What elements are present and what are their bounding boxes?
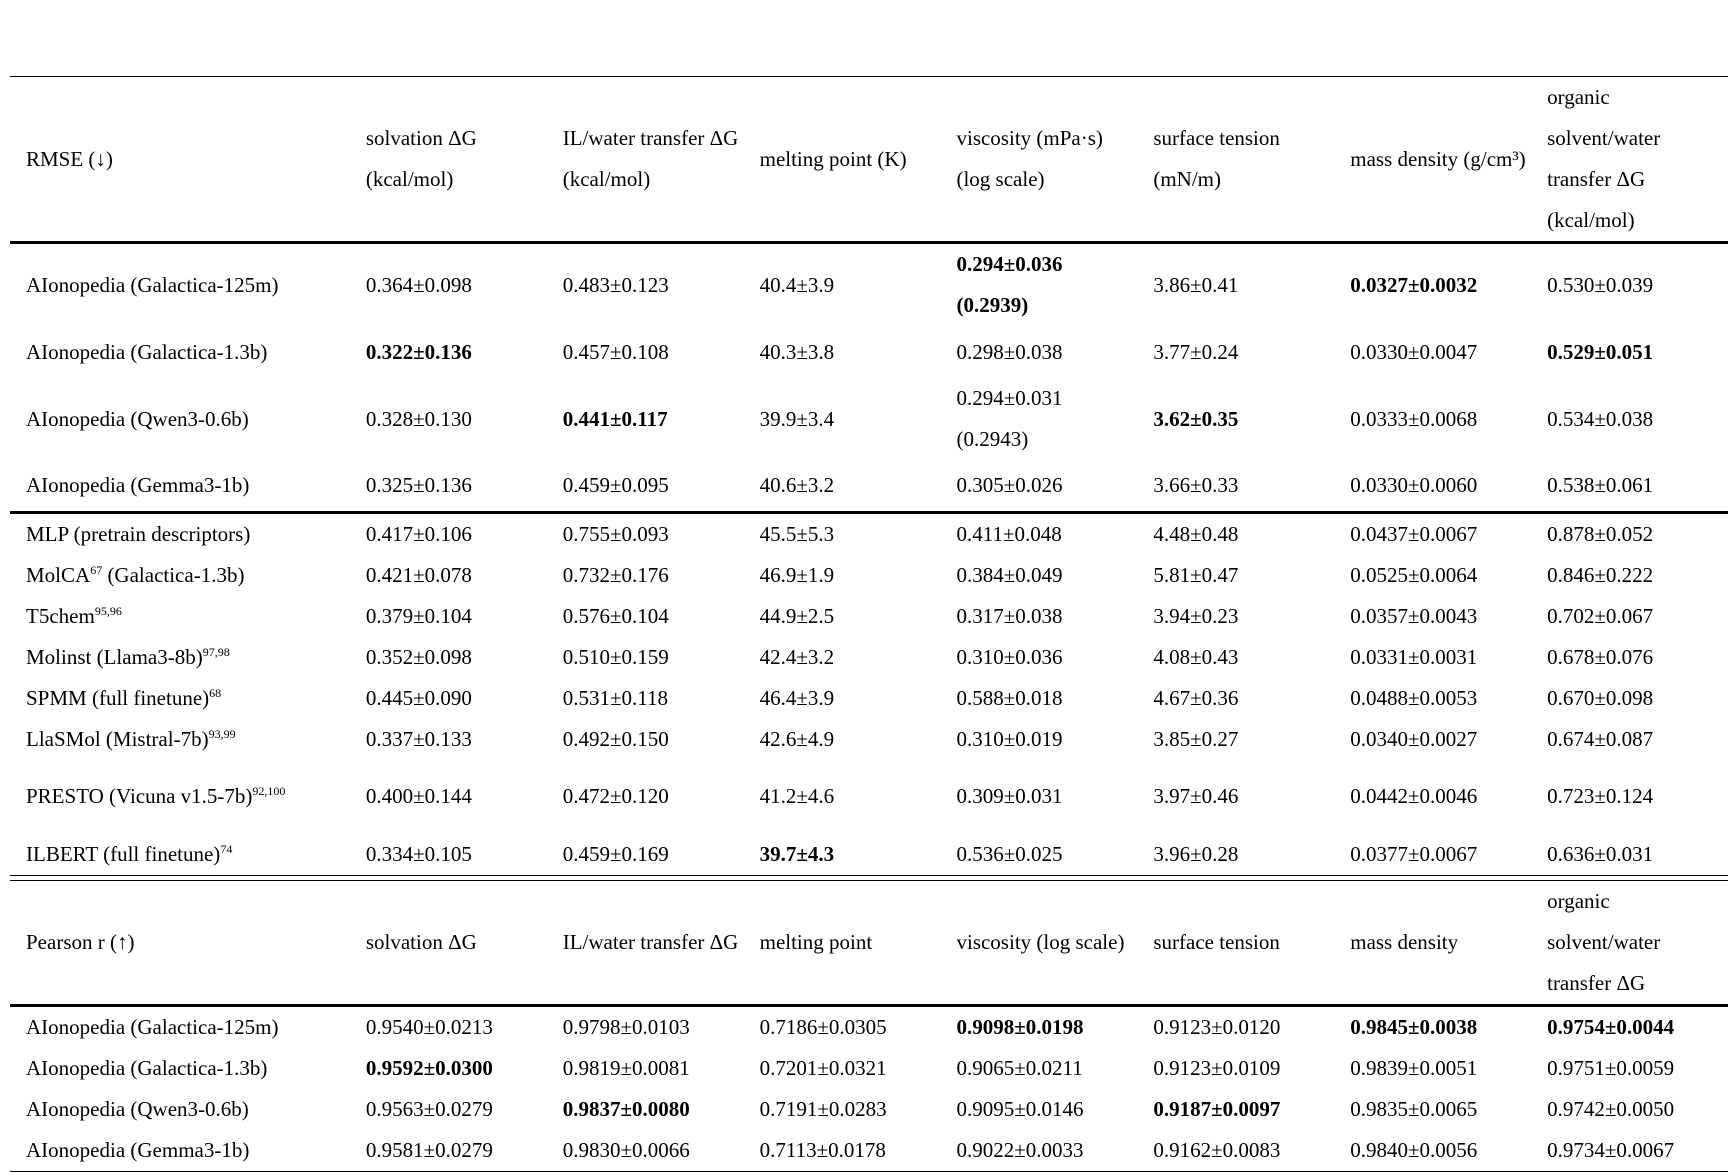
metric-value: 0.755±0.093 <box>547 512 744 555</box>
model-name-text: MolCA <box>26 562 91 587</box>
column-header: organic solvent/water transfer ΔG (kcal/mol) <box>1531 77 1728 243</box>
column-header: surface tension <box>1137 881 1334 1006</box>
metric-value: 0.588±0.018 <box>956 685 1063 710</box>
metric-value: 0.379±0.104 <box>365 603 472 628</box>
metric-value: 0.0437±0.0067 <box>1334 512 1531 555</box>
metric-value: 0.445±0.090 <box>365 685 472 710</box>
metric-value: 3.97±0.46 <box>1153 784 1239 808</box>
metric-value: 0.9840±0.0056 <box>1334 1130 1531 1172</box>
column-header: surface tension (mN/m) <box>1137 77 1334 243</box>
metric-value: 0.7201±0.0321 <box>759 1056 887 1080</box>
metric-value: 3.94±0.23 <box>1153 603 1239 628</box>
citation-superscript: 67 <box>90 562 103 577</box>
metric-value: 0.0333±0.0068 <box>1350 406 1478 431</box>
metric-value: 0.328±0.130 <box>365 406 472 431</box>
column-header: solvation ΔG <box>350 881 547 1006</box>
metric-value: 0.334±0.105 <box>350 834 547 876</box>
model-name-text: T5chem <box>26 603 95 628</box>
metric-value: 4.08±0.43 <box>1153 644 1239 669</box>
table-row <box>10 596 1728 637</box>
metric-value: 0.294±0.036 (0.2939) <box>956 252 1063 317</box>
metric-value: 0.0488±0.0053 <box>1350 685 1478 710</box>
metric-value: 0.7186±0.0305 <box>759 1015 887 1039</box>
metric-value: 0.529±0.051 <box>1547 339 1654 364</box>
table-row <box>10 512 1728 555</box>
model-name <box>10 596 350 637</box>
table-row <box>10 637 1728 678</box>
metric-value: 40.4±3.9 <box>759 272 835 297</box>
model-name <box>10 678 350 719</box>
metric-value: 40.6±3.2 <box>759 472 835 497</box>
metric-value: 0.9754±0.0044 <box>1547 1015 1675 1039</box>
model-name <box>10 555 350 596</box>
column-header: viscosity (mPa·s) (log scale) <box>940 77 1137 243</box>
column-header: mass density <box>1334 881 1531 1006</box>
table-row <box>10 1130 1728 1172</box>
table-row <box>10 378 1728 460</box>
metric-value: 0.0357±0.0043 <box>1350 603 1478 628</box>
metric-value: 3.62±0.35 <box>1153 406 1239 431</box>
metric-value: 45.5±5.3 <box>744 512 941 555</box>
model-name <box>10 637 350 678</box>
metric-value: 0.352±0.098 <box>365 644 472 669</box>
metric-value: 0.7191±0.0283 <box>759 1097 887 1121</box>
metric-value: 0.492±0.150 <box>562 726 669 751</box>
metric-value: 41.2±4.6 <box>759 784 835 808</box>
table-row <box>10 326 1728 378</box>
model-name <box>10 1130 350 1172</box>
metric-value: 0.441±0.117 <box>562 406 668 431</box>
model-name <box>10 719 350 760</box>
citation-superscript: 74 <box>220 841 233 856</box>
pearson-header-row <box>10 881 1728 1006</box>
column-header: mass density (g/cm³) <box>1334 77 1531 243</box>
rmse-metric-label: RMSE (↓) <box>10 77 350 243</box>
metric-value: 0.9839±0.0051 <box>1350 1056 1478 1080</box>
model-name-text: AIonopedia (Galactica-125m) <box>26 1015 279 1039</box>
model-name-text: SPMM (full finetune) <box>26 685 210 710</box>
model-name <box>10 460 350 512</box>
metric-value: 0.576±0.104 <box>562 603 669 628</box>
metric-value: 0.9123±0.0109 <box>1153 1056 1281 1080</box>
metric-value: 0.510±0.159 <box>562 644 669 669</box>
model-name-text: AIonopedia (Qwen3-0.6b) <box>26 406 249 431</box>
model-name <box>10 512 350 555</box>
table-row <box>10 243 1728 327</box>
model-name-text: AIonopedia (Gemma3-1b) <box>26 1138 250 1162</box>
metric-value: 0.309±0.031 <box>956 784 1063 808</box>
model-name-text: AIonopedia (Galactica-1.3b) <box>26 339 268 364</box>
metric-value: 0.459±0.095 <box>562 472 669 497</box>
metric-value: 0.678±0.076 <box>1547 644 1654 669</box>
model-name <box>10 243 350 327</box>
column-header: solvation ΔG (kcal/mol) <box>350 77 547 243</box>
metric-value: 0.317±0.038 <box>956 603 1063 628</box>
citation-superscript: 92,100 <box>252 784 286 798</box>
model-name-text: MLP (pretrain descriptors) <box>26 521 251 546</box>
metric-value: 0.670±0.098 <box>1547 685 1654 710</box>
table-row <box>10 1006 1728 1049</box>
metric-value: 0.0340±0.0027 <box>1350 726 1478 751</box>
metric-value: 0.400±0.144 <box>365 784 472 808</box>
metric-value: 3.96±0.28 <box>1137 834 1334 876</box>
model-name <box>10 1006 350 1049</box>
column-header: IL/water transfer ΔG (kcal/mol) <box>547 77 744 243</box>
metric-value: 0.305±0.026 <box>956 472 1063 497</box>
metric-value: 44.9±2.5 <box>759 603 835 628</box>
metric-value: 0.538±0.061 <box>1547 472 1654 497</box>
metric-value: 0.9563±0.0279 <box>365 1097 493 1121</box>
metric-value: 0.417±0.106 <box>350 512 547 555</box>
metric-value: 0.9798±0.0103 <box>562 1015 690 1039</box>
metric-value: 0.9830±0.0066 <box>547 1130 744 1172</box>
model-name-text: ILBERT (full finetune) <box>26 841 221 866</box>
column-header: IL/water transfer ΔG <box>547 881 744 1006</box>
metric-value: 0.0331±0.0031 <box>1350 644 1478 669</box>
model-name-suffix: (Galactica-1.3b) <box>102 562 245 587</box>
citation-superscript: 68 <box>209 685 222 700</box>
citation-superscript: 93,99 <box>208 726 236 741</box>
metric-value: 0.294±0.031 (0.2943) <box>956 386 1063 451</box>
metric-value: 0.0330±0.0060 <box>1350 472 1478 497</box>
metric-value: 0.384±0.049 <box>956 562 1063 587</box>
metric-value: 0.483±0.123 <box>562 272 669 297</box>
metric-value: 46.4±3.9 <box>759 685 835 710</box>
table-row <box>10 555 1728 596</box>
column-header: viscosity (log scale) <box>940 881 1137 1006</box>
metric-value: 0.732±0.176 <box>562 562 669 587</box>
model-name-text: AIonopedia (Galactica-125m) <box>26 272 279 297</box>
model-name <box>10 834 350 876</box>
rmse-header-row <box>10 77 1728 243</box>
model-name-text: PRESTO (Vicuna v1.5-7b) <box>26 784 253 808</box>
table-row <box>10 719 1728 760</box>
model-name <box>10 1089 350 1130</box>
metric-value: 0.0377±0.0067 <box>1334 834 1531 876</box>
model-name <box>10 326 350 378</box>
metric-value: 0.9187±0.0097 <box>1153 1097 1281 1121</box>
metric-value: 0.878±0.052 <box>1531 512 1728 555</box>
metric-value: 0.531±0.118 <box>562 685 668 710</box>
table-row <box>10 834 1728 876</box>
metric-value: 3.66±0.33 <box>1153 472 1239 497</box>
metric-value: 0.0442±0.0046 <box>1350 784 1478 808</box>
metric-value: 0.459±0.169 <box>547 834 744 876</box>
model-name-text: AIonopedia (Galactica-1.3b) <box>26 1056 268 1080</box>
metric-value: 46.9±1.9 <box>759 562 835 587</box>
metric-value: 0.9540±0.0213 <box>365 1015 493 1039</box>
metric-value: 0.411±0.048 <box>940 512 1137 555</box>
metric-value: 0.536±0.025 <box>940 834 1137 876</box>
column-header: melting point (K) <box>744 77 941 243</box>
metric-value: 0.9162±0.0083 <box>1137 1130 1334 1172</box>
metric-value: 40.3±3.8 <box>759 339 835 364</box>
model-name-text: LlaSMol (Mistral-7b) <box>26 726 209 751</box>
table-row <box>10 1089 1728 1130</box>
metric-value: 0.530±0.039 <box>1547 272 1654 297</box>
metric-value: 42.4±3.2 <box>759 644 835 669</box>
metric-value: 0.310±0.019 <box>956 726 1063 751</box>
metric-value: 0.0330±0.0047 <box>1350 339 1478 364</box>
metric-value: 0.723±0.124 <box>1547 784 1654 808</box>
metric-value: 0.9022±0.0033 <box>940 1130 1137 1172</box>
metric-value: 0.325±0.136 <box>365 472 472 497</box>
metric-value: 0.9837±0.0080 <box>562 1097 690 1121</box>
metric-value: 0.9835±0.0065 <box>1350 1097 1478 1121</box>
metric-value: 0.674±0.087 <box>1547 726 1654 751</box>
metric-value: 39.7±4.3 <box>744 834 941 876</box>
pearson-metric-label: Pearson r (↑) <box>10 881 350 1006</box>
metric-value: 0.9592±0.0300 <box>365 1056 493 1080</box>
metric-value: 0.9742±0.0050 <box>1547 1097 1675 1121</box>
metric-value: 0.337±0.133 <box>365 726 472 751</box>
table-row <box>10 1048 1728 1089</box>
metric-value: 0.9751±0.0059 <box>1547 1056 1675 1080</box>
metric-value: 0.322±0.136 <box>365 339 472 364</box>
metric-value: 39.9±3.4 <box>759 406 835 431</box>
metric-value: 0.9734±0.0067 <box>1531 1130 1728 1172</box>
metric-value: 0.534±0.038 <box>1547 406 1654 431</box>
metric-value: 0.702±0.067 <box>1547 603 1654 628</box>
metric-value: 0.421±0.078 <box>365 562 472 587</box>
table-row <box>10 760 1728 834</box>
model-name <box>10 378 350 460</box>
metric-value: 0.310±0.036 <box>956 644 1063 669</box>
metric-value: 4.48±0.48 <box>1137 512 1334 555</box>
metric-value: 0.0327±0.0032 <box>1350 272 1478 297</box>
citation-superscript: 97,98 <box>202 644 230 659</box>
metric-value: 5.81±0.47 <box>1153 562 1239 587</box>
metric-value: 3.86±0.41 <box>1153 272 1239 297</box>
metric-value: 0.298±0.038 <box>956 339 1063 364</box>
citation-superscript: 95,96 <box>94 603 122 618</box>
metric-value: 4.67±0.36 <box>1153 685 1239 710</box>
metric-value: 3.77±0.24 <box>1153 339 1239 364</box>
metric-value: 0.9845±0.0038 <box>1350 1015 1478 1039</box>
metric-value: 0.9095±0.0146 <box>956 1097 1084 1121</box>
metric-value: 0.9123±0.0120 <box>1153 1015 1281 1039</box>
metric-value: 0.457±0.108 <box>562 339 669 364</box>
rmse-table <box>10 76 1728 876</box>
metric-value: 0.9098±0.0198 <box>956 1015 1084 1039</box>
metric-value: 0.7113±0.0178 <box>744 1130 941 1172</box>
model-name-text: AIonopedia (Qwen3-0.6b) <box>26 1097 249 1121</box>
metric-value: 0.9819±0.0081 <box>562 1056 690 1080</box>
metric-value: 0.472±0.120 <box>562 784 669 808</box>
table-row <box>10 678 1728 719</box>
model-name <box>10 1048 350 1089</box>
metric-value: 0.9065±0.0211 <box>956 1056 1083 1080</box>
model-name-text: Molinst (Llama3-8b) <box>26 644 203 669</box>
metric-value: 42.6±4.9 <box>759 726 835 751</box>
table-row <box>10 460 1728 512</box>
metric-value: 0.364±0.098 <box>365 272 472 297</box>
metric-value: 0.0525±0.0064 <box>1350 562 1478 587</box>
metric-value: 0.846±0.222 <box>1547 562 1654 587</box>
model-name <box>10 760 350 834</box>
column-header: organic solvent/water transfer ΔG <box>1531 881 1728 1006</box>
metric-value: 0.9581±0.0279 <box>350 1130 547 1172</box>
metric-value: 0.636±0.031 <box>1531 834 1728 876</box>
metric-value: 3.85±0.27 <box>1153 726 1239 751</box>
column-header: melting point <box>744 881 941 1006</box>
model-name-text: AIonopedia (Gemma3-1b) <box>26 472 250 497</box>
pearson-table <box>10 880 1728 1172</box>
